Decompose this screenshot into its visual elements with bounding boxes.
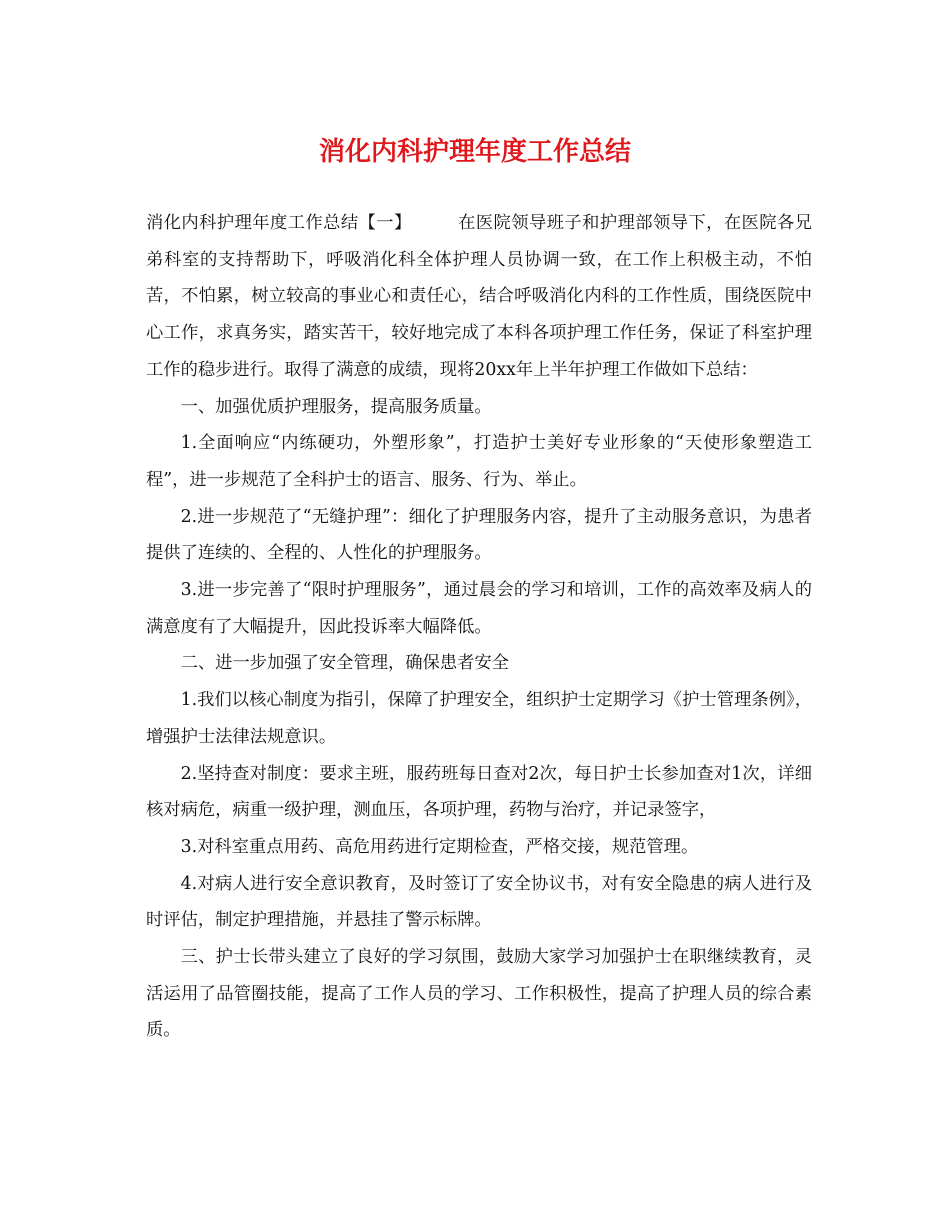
paragraph-1-1: 1.全面响应“内练硬功，外塑形象”，打造护士美好专业形象的“天使形象塑造工程”，进一步规范了全科护士的语言、服务、行为、举止。 [146,433,812,490]
intro-text: 在医院领导班子和护理部领导下，在医院各兄弟科室的支持帮助下，呼吸消化科全体护理人员协调一致，在工作上积极主动，不怕苦，不怕累，树立较高的事业心和责任心，结合呼吸消化内科的工作性质，围绕医院中心工作，求真务实，踏实苦干，较好地完成了本科各项护理工作任务，保证了科室护理工作的稳步进行。取得了满意的成绩，现将20xx年上半年护理工作做如下总结： [146,213,812,380]
section-heading-2: 二、进一步加强了安全管理，确保患者安全 [180,653,509,674]
paragraph-1-3: 3.进一步完善了“限时护理服务”，通过晨会的学习和培训，工作的高效率及病人的满意度有了大幅提升，因此投诉率大幅降低。 [146,580,812,637]
paragraph-2-4: 4.对病人进行安全意识教育，及时签订了安全协议书，对有安全隐患的病人进行及时评估，制定护理措施，并悬挂了警示标牌。 [146,873,812,931]
paragraph-2-3: 3.对科室重点用药、高危用药进行定期检查，严格交接，规范管理。 [180,836,699,857]
document-body [146,205,812,1049]
document-title: 消化内科护理年度工作总结 [318,137,631,167]
paragraph-2-2: 2.坚持查对制度：要求主班，服药班每日查对2次，每日护士长参加查对1次，详细核对病危，病重一级护理，测血压，各项护理，药物与治疗，并记录签字， [146,763,812,821]
intro-heading: 消化内科护理年度工作总结【一】 [146,213,412,233]
intro-paragraph [146,205,812,389]
paragraph-2-1: 1.我们以核心制度为指引，保障了护理安全，组织护士定期学习《护士管理条例》，增强护士法律法规意识。 [146,690,812,747]
paragraph-1-2: 2.进一步规范了“无缝护理”：细化了护理服务内容，提升了主动服务意识，为患者提供了连续的、全程的、人性化的护理服务。 [146,506,812,564]
section-heading-1: 一、加强优质护理服务，提高服务质量。 [180,396,492,417]
section-heading-3: 三、护士长带头建立了良好的学习氛围，鼓励大家学习加强护士在职继续教育，灵活运用了品管圈技能，提高了工作人员的学习、工作积极性，提高了护理人员的综合素质。 [146,947,812,1041]
